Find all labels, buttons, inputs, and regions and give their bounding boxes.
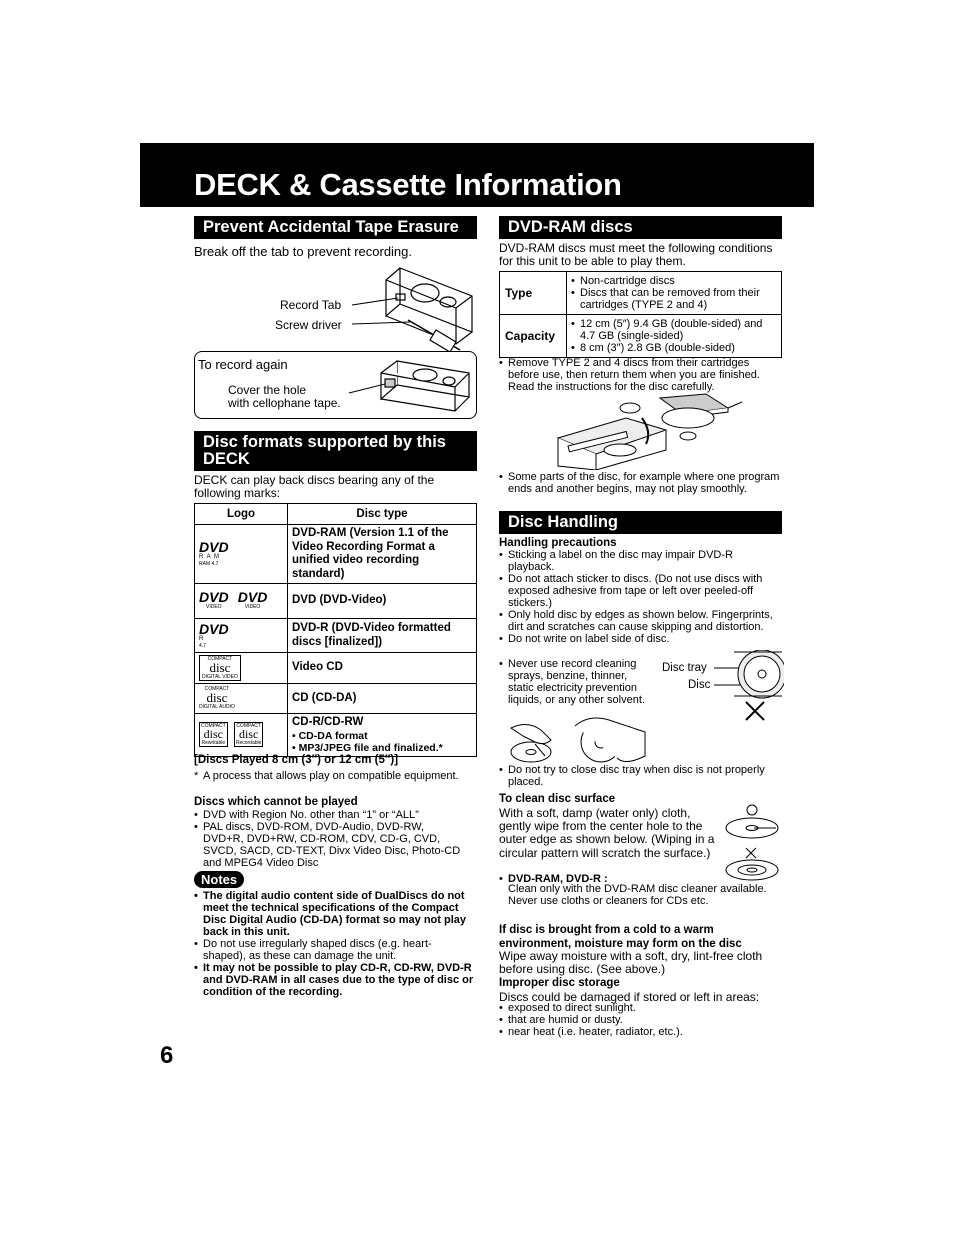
clean-title: To clean disc surface <box>499 793 616 805</box>
recordable-logo-text: Recordable <box>235 740 262 747</box>
cd-r-rw-title: CD-R/CD-RW <box>292 716 364 728</box>
list-item: • Do not use irregularly shaped discs (e.g. heart-shaped), as these can damage the unit. <box>194 938 474 962</box>
col-disc-type: Disc type <box>288 504 477 525</box>
video-logo-text: VIDEO <box>244 604 261 610</box>
formats-heading-line2: DECK <box>203 450 250 468</box>
cd-r-logo <box>234 722 264 747</box>
list-item: • Never use record cleaning sprays, benzine, thinner, static electricity prevention liquids, or any other solvent. <box>499 658 651 706</box>
list-item: • Non-cartridge discs <box>571 275 777 287</box>
cassette-tape-illustration <box>345 353 473 413</box>
cd-da-logo <box>195 684 288 714</box>
list-item: • It may not be possible to play CD-R, CD-RW, DVD-R and DVD-RAM in all cases due to the type of disc or condition of the recording. <box>194 962 474 998</box>
disc-tray-label: Disc tray <box>662 662 707 674</box>
cannot-play-list <box>194 809 466 869</box>
list-item: • Some parts of the disc, for example where one program ends and another begins, may not play smoothly. <box>499 471 781 495</box>
compact-logo-text: COMPACT <box>204 686 230 692</box>
disc-logo-text: disc <box>238 727 259 742</box>
list-item: • Remove TYPE 2 and 4 discs from their cartridges before use, then return them when you are finished. Read the instructions for the disc carefully. <box>499 357 781 393</box>
type-label: Type <box>500 272 567 315</box>
dvd-logo-text: DVD <box>199 589 229 605</box>
r47-logo-text: 4.7 <box>199 642 206 649</box>
table-row <box>195 684 477 714</box>
tape-heading: Prevent Accidental Tape Erasure <box>194 216 477 239</box>
list-item: • near heat (i.e. heater, radiator, etc.). <box>499 1026 781 1038</box>
footnote-star: * <box>194 770 199 782</box>
page-title: DECK & Cassette Information <box>194 167 622 202</box>
clean-ram-text: Clean only with the DVD-RAM disc cleaner available. Never use cloths or cleaners for CDs etc. <box>508 883 767 907</box>
list-item: • PAL discs, DVD-ROM, DVD-Audio, DVD-RW, DVD+R, DVD+RW, CD-ROM, CDV, CD-G, CVD, SVCD, SACD, CD-TEXT, Divx Video Disc, Photo-CD and MPEG4 Video Disc <box>194 821 466 869</box>
hand-holding-disc-illustration <box>505 716 647 766</box>
cd-rw-logo <box>199 722 228 747</box>
notes-badge: Notes <box>194 871 244 888</box>
list-item: • exposed to direct sunlight. <box>499 1002 781 1014</box>
ram-logo-text: R A M <box>199 554 221 560</box>
dvd-logo-text: DVD <box>199 620 229 637</box>
compact-logo-text: COMPACT <box>236 723 261 730</box>
digital-video-logo-text: DIGITAL VIDEO <box>202 674 238 680</box>
compact-disc-logo <box>199 655 241 681</box>
tape-intro: Break off the tab to prevent recording. <box>194 244 413 259</box>
dvd-logo-text: DVD <box>199 539 229 555</box>
list-item: • Do not try to close disc tray when disc is not properly placed. <box>499 764 781 788</box>
list-item: • Sticking a label on the disc may impair DVD-R playback. <box>499 549 781 573</box>
compact-logo-text: COMPACT <box>201 723 226 730</box>
compact-disc-logo <box>199 686 235 710</box>
table-row <box>195 714 477 757</box>
discs-played-size: [Discs Played 8 cm (3″) or 12 cm (5″)] <box>194 754 399 766</box>
video-cd-logo <box>195 653 288 684</box>
dvd-r-logo <box>195 619 288 653</box>
formats-intro: DECK can play back discs bearing any of the following marks: <box>194 473 435 500</box>
list-item: • DVD with Region No. other than “1” or “ALL” <box>194 809 466 821</box>
disc-logo-text: disc <box>206 690 228 705</box>
cold-warm-title: If disc is brought from a cold to a warm environment, moisture may form on the disc <box>499 924 742 950</box>
cannot-play-title: Discs which cannot be played <box>194 796 358 808</box>
footnote-text: A process that allows play on compatible equipment. <box>203 770 459 782</box>
record-again-title: To record again <box>198 357 288 372</box>
cd-r-rw-sub2: • MP3/JPEG file and finalized.* <box>292 741 443 754</box>
cold-warm-text: Wipe away moisture with a soft, dry, lint-free cloth before using disc. (See above.) <box>499 949 763 976</box>
clean-ram-label: DVD-RAM, DVD-R : <box>508 873 608 885</box>
disc-type-dvd: DVD (DVD-Video) <box>288 584 477 619</box>
parts-note-list <box>499 471 781 495</box>
solvent-list <box>499 658 651 706</box>
table-row <box>500 272 782 315</box>
handling-heading: Disc Handling <box>499 511 782 534</box>
wipe-direction-illustration <box>724 802 784 884</box>
storage-title: Improper disc storage <box>499 977 620 989</box>
disc-logo-text: disc <box>203 727 223 742</box>
precautions-list <box>499 549 781 645</box>
list-item: • Do not attach sticker to discs. (Do not use discs with exposed adhesive from tape or left over peeled-off stickers.) <box>499 573 781 609</box>
clean-text: With a soft, damp (water only) cloth, gently wipe from the center hole to the outer edge as shown below. (Wiping in a circular pattern will scratch the surface.) <box>499 806 715 860</box>
rewritable-logo-text: Rewritable <box>201 740 226 747</box>
table-row <box>500 315 782 358</box>
cd-r-rw-sub1: • CD-DA format <box>292 729 368 742</box>
table-row <box>195 584 477 619</box>
dvdram-intro: DVD-RAM discs must meet the following conditions for this unit to be able to play them. <box>499 241 773 268</box>
dvd-video-logo <box>195 584 288 619</box>
table-header-row <box>195 504 477 525</box>
notes-list <box>194 890 474 998</box>
disc-logo-text: disc <box>209 660 231 675</box>
list-item: • 12 cm (5″) 9.4 GB (double-sided) and 4.7 GB (single-sided) <box>571 318 777 342</box>
dvdram-heading: DVD-RAM discs <box>499 216 782 239</box>
precautions-title: Handling precautions <box>499 537 617 549</box>
title-bar <box>140 143 814 207</box>
list-item: • The digital audio content side of DualDiscs do not meet the technical specifications of the Compact Disc Digital Audio (CD-DA) format so may not play back in this unit. <box>194 890 474 938</box>
ram47-logo-text: RAM 4.7 <box>199 561 219 567</box>
dvdram-conditions-table <box>499 271 782 358</box>
dvd-ram-logo <box>195 525 288 584</box>
cd-r-rw-logo <box>195 714 288 757</box>
cover-line2: with cellophane tape. <box>228 396 341 410</box>
table-row <box>195 525 477 584</box>
list-item: • that are humid or dusty. <box>499 1014 781 1026</box>
formats-heading-line1: Disc formats supported by this <box>203 433 446 451</box>
disc-type-dvd-ram: DVD-RAM (Version 1.1 of the Video Recording Format a unified video recording standard) <box>288 525 477 584</box>
r-logo-text: R <box>199 635 204 642</box>
disc-label: Disc <box>688 679 711 691</box>
screw-driver-label: Screw driver <box>275 318 342 332</box>
dvd-logo-text: DVD <box>237 589 268 605</box>
disc-type-video-cd: Video CD <box>288 653 477 684</box>
close-tray-list <box>499 764 781 788</box>
formats-heading <box>194 431 477 471</box>
list-item: • Do not write on label side of disc. <box>499 633 781 645</box>
cover-line1: Cover the hole <box>228 383 307 397</box>
list-item: • Discs that can be removed from their cartridges (TYPE 2 and 4) <box>571 287 777 311</box>
disc-type-dvd-r: DVD-R (DVD-Video formatted discs [finalized]) <box>288 619 477 653</box>
deck-cartridge-illustration <box>556 388 746 470</box>
capacity-values <box>567 315 782 358</box>
capacity-label: Capacity <box>500 315 567 358</box>
storage-list <box>499 1002 781 1038</box>
type-values <box>567 272 782 315</box>
storage-text: Discs could be damaged if stored or left in areas: <box>499 990 760 1004</box>
digital-audio-logo-text: DIGITAL AUDIO <box>199 704 235 710</box>
list-item: • Only hold disc by edges as shown below. Fingerprints, dirt and scratches can cause skipping and distortion. <box>499 609 781 633</box>
table-row <box>195 619 477 653</box>
table-row <box>195 653 477 684</box>
disc-type-cd-da: CD (CD-DA) <box>288 684 477 714</box>
list-item: • 8 cm (3″) 2.8 GB (double-sided) <box>571 342 777 354</box>
record-tab-label: Record Tab <box>280 298 342 312</box>
video-logo-text: VIDEO <box>206 604 222 610</box>
disc-type-cd-r-rw <box>288 714 477 757</box>
disc-formats-table <box>194 503 477 757</box>
col-logo: Logo <box>195 504 288 525</box>
compact-logo-text: COMPACT <box>207 656 233 662</box>
page-number: 6 <box>160 1042 174 1069</box>
disc-tray-illustration <box>700 650 784 724</box>
